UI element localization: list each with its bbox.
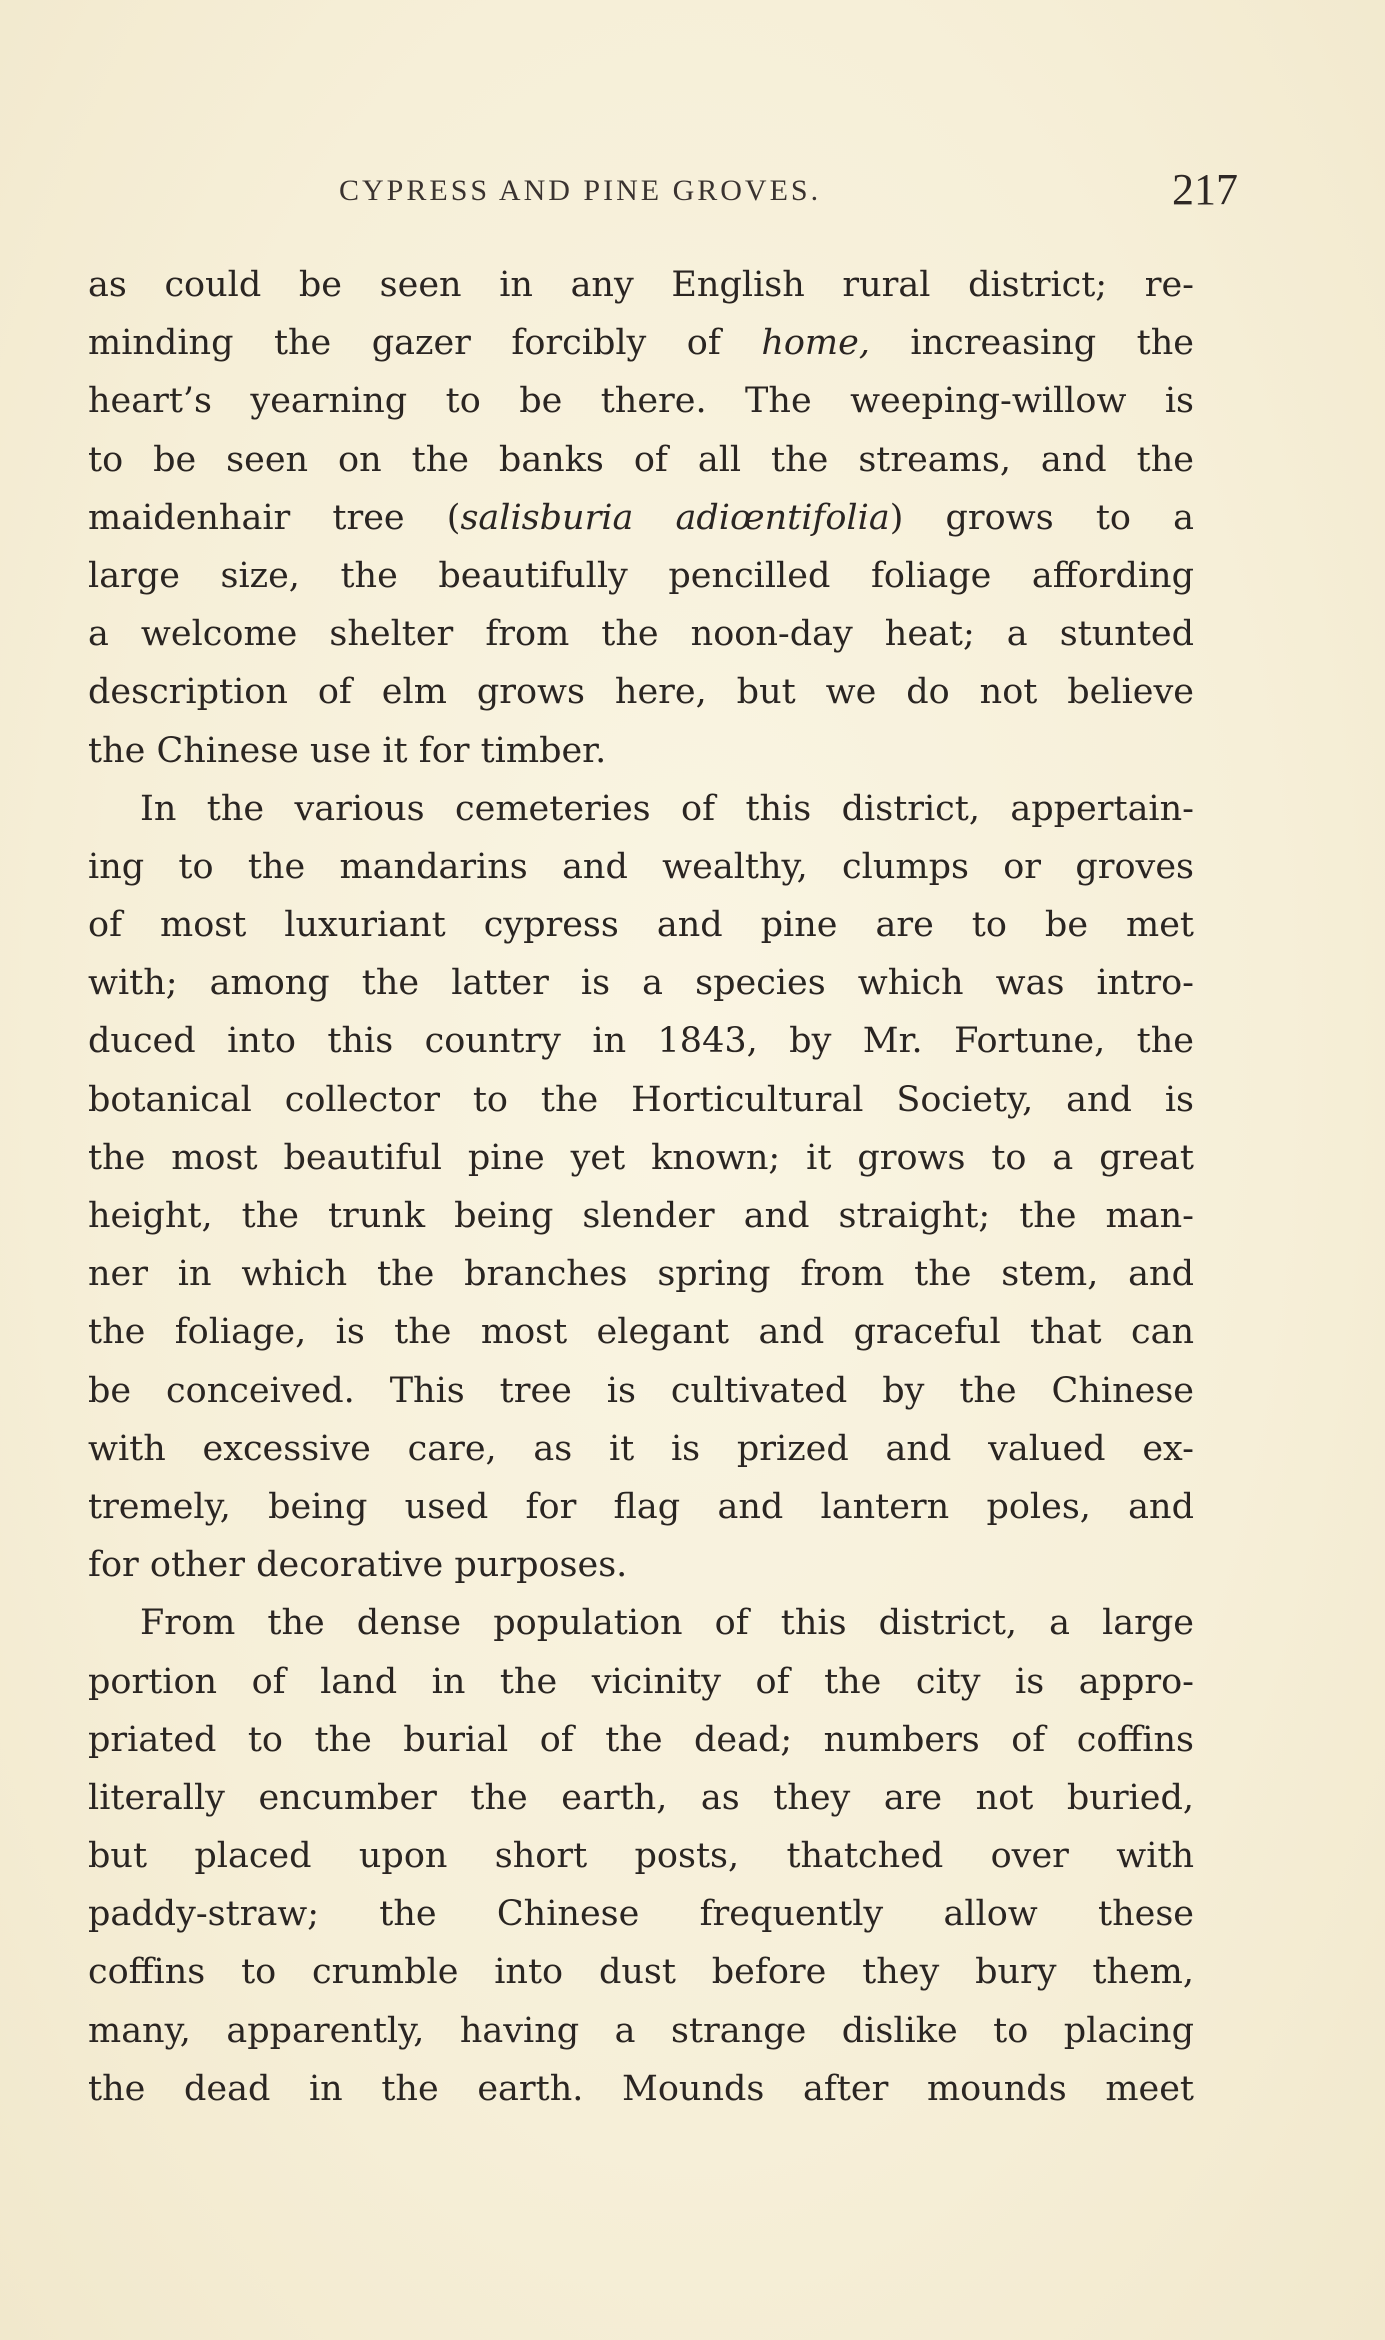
text-line: duced into this country in 1843, by Mr. Fortune, the — [88, 1021, 1194, 1062]
text-line: literally encumber the earth, as they are not buried, — [88, 1777, 1194, 1818]
text-line: with excessive care, as it is prized and valued ex- — [88, 1428, 1194, 1469]
text-line: as could be seen in any English rural district; re- — [88, 265, 1194, 305]
text-line: portion of land in the vicinity of the city is appro- — [88, 1661, 1194, 1702]
text-line: In the various cemeteries of this district, appertain- — [140, 788, 1194, 829]
page-number: 217 — [1172, 165, 1238, 214]
text-line: the most beautiful pine yet known; it grows to a great — [88, 1137, 1194, 1178]
text-line: a welcome shelter from the noon-day heat; a stunted — [88, 614, 1194, 655]
text-line: tremely, being used for flag and lantern poles, and — [88, 1486, 1194, 1527]
text-line: heart’s yearning to be there. The weeping-willow is — [88, 381, 1194, 422]
text-line: botanical collector to the Horticultural Society, and is — [88, 1079, 1194, 1120]
paragraph — [88, 256, 1194, 780]
text-line: to be seen on the banks of all the streams, and the — [88, 439, 1194, 480]
running-head: CYPRESS AND PINE GROVES. — [339, 174, 822, 207]
text-line: paddy-straw; the Chinese frequently allow these — [88, 1894, 1194, 1935]
text-line: coffins to crumble into dust before they bury them, — [88, 1952, 1194, 1993]
italic-text: salisburia adiœntifolia — [460, 497, 890, 538]
text-line: many, apparently, having a strange dislike to placing — [88, 2010, 1194, 2051]
text-line: From the dense population of this district, a large — [140, 1603, 1194, 1644]
text-line: maidenhair tree (salisburia adiœntifolia) grows to a — [88, 497, 1194, 538]
text-line: of most luxuriant cypress and pine are to be met — [88, 905, 1194, 946]
text-line: but placed upon short posts, thatched over with — [88, 1836, 1194, 1877]
paragraph — [88, 780, 1194, 1595]
text-line: the dead in the earth. Mounds after mounds meet — [88, 2068, 1194, 2109]
text-line: for other decorative purposes. — [88, 1545, 628, 1586]
italic-text: home, — [761, 323, 870, 364]
text-line: ner in which the branches spring from the stem, and — [88, 1254, 1194, 1295]
paragraph — [88, 1594, 1194, 2118]
body-text — [88, 256, 1194, 2118]
text-line: description of elm grows here, but we do not believe — [88, 672, 1194, 713]
text-line: large size, the beautifully pencilled foliage affording — [88, 555, 1194, 596]
text-line: with; among the latter is a species which was intro- — [88, 963, 1194, 1004]
text-line: the foliage, is the most elegant and graceful that can — [88, 1312, 1194, 1353]
text-line: the Chinese use it for timber. — [88, 730, 607, 771]
text-line: minding the gazer forcibly of home, increasing the — [88, 323, 1194, 364]
page-header — [86, 160, 1242, 216]
text-line: be conceived. This tree is cultivated by the Chinese — [88, 1370, 1194, 1411]
text-line: priated to the burial of the dead; numbers of coffins — [88, 1719, 1194, 1760]
text-line: ing to the mandarins and wealthy, clumps or groves — [88, 846, 1194, 887]
text-line: height, the trunk being slender and straight; the man- — [88, 1196, 1194, 1236]
